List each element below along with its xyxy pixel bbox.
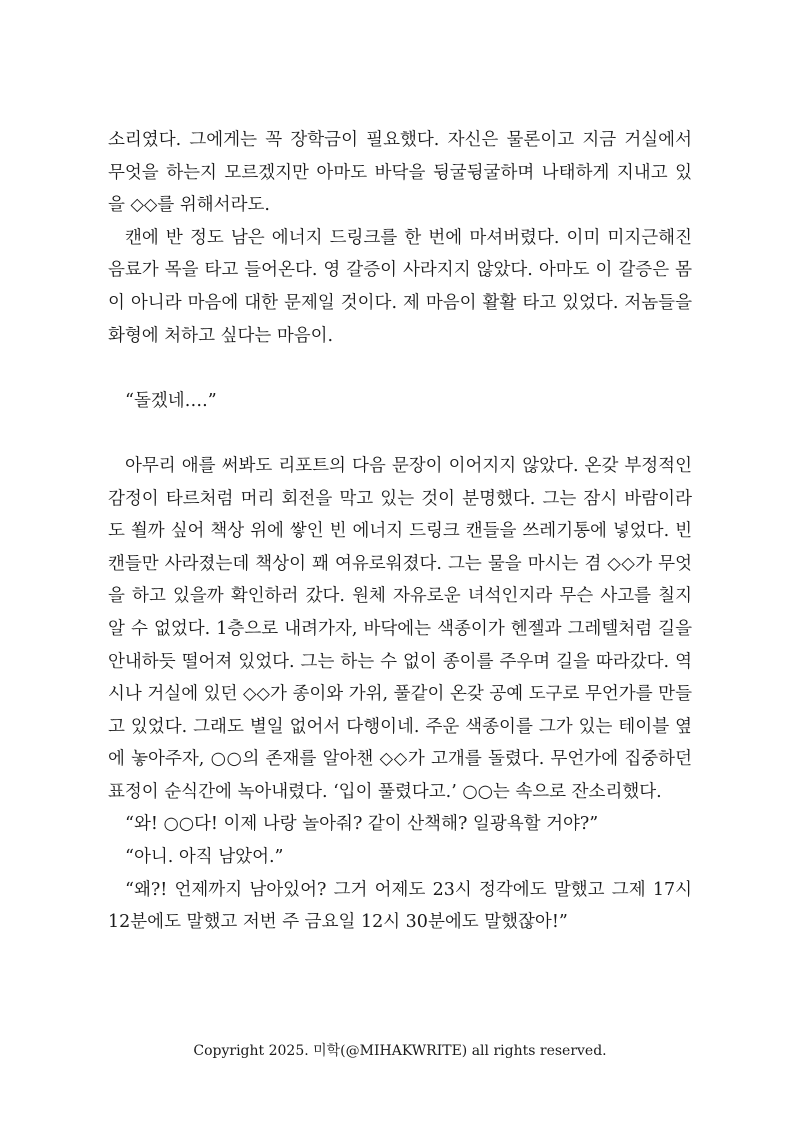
dialogue-3: “아니. 아직 남았어.”: [125, 847, 284, 868]
document-body: [108, 124, 692, 939]
dialogue-1: “돌겠네….”: [125, 390, 217, 411]
paragraph-1: 소리였다. 그에게는 꼭 장학금이 필요했다. 자신은 물론이고 지금 거실에서 무엇을 하는지 모르겠지만 아마도 바닥을 뒹굴뒹굴하며 나태하게 지내고 있을 ◇◇를 위해서라도.: [108, 130, 692, 216]
dialogue-2: “와! ○○다! 이제 나랑 놀아줘? 같이 산책해? 일광욕할 거야?”: [125, 814, 599, 835]
blank-line: [108, 352, 692, 385]
blank-line: [108, 417, 692, 450]
paragraph-2: 캔에 반 정도 남은 에너지 드링크를 한 번에 마셔버렸다. 이미 미지근해진 음료가 목을 타고 들어온다. 영 갈증이 사라지지 않았다. 아마도 이 갈증은 몸이 아니라 마음에 대한 문제일 것이다. 제 마음이 활활 타고 있었다. 저놈들을 화형에 처하고 싶다는 마음이.: [108, 227, 692, 346]
paragraph-3: 아무리 애를 써봐도 리포트의 다음 문장이 이어지지 않았다. 온갖 부정적인 감정이 타르처럼 머리 회전을 막고 있는 것이 분명했다. 그는 잠시 바람이라도 쐴까 싶어 책상 위에 쌓인 빈 에너지 드링크 캔들을 쓰레기통에 넣었다. 빈 캔들만 사라졌는데 책상이 꽤 여유로워졌다. 그는 물을 마시는 겸 ◇◇가 무엇을 하고 있을까 확인하러 갔다. 원체 자유로운 녀석인지라 무슨 사고를 칠지 알 수 없었다. 1층으로 내려가자, 바닥에는 색종이가 헨젤과 그레텔처럼 길을 안내하듯 떨어져 있었다. 그는 하는 수 없이 종이를 주우며 길을 따라갔다. 역시나 거실에 있던 ◇◇가 종이와 가위, 풀같이 온갖 공예 도구로 무언가를 만들고 있었다. 그래도 별일 없어서 다행이네. 주운 색종이를 그가 있는 테이블 옆에 놓아주자, ○○의 존재를 알아챈 ◇◇가 고개를 돌렸다. 무언가에 집중하던 표정이 순식간에 녹아내렸다. ‘입이 풀렸다고.’ ○○는 속으로 잔소리했다.: [108, 455, 692, 802]
copyright-footer: Copyright 2025. 미학(@MIHAKWRITE) all rights reserved.: [193, 1043, 607, 1059]
dialogue-4: “왜?! 언제까지 남아있어? 그거 어제도 23시 정각에도 말했고 그제 17시 12분에도 말했고 저번 주 금요일 12시 30분에도 말했잖아!”: [108, 879, 692, 933]
